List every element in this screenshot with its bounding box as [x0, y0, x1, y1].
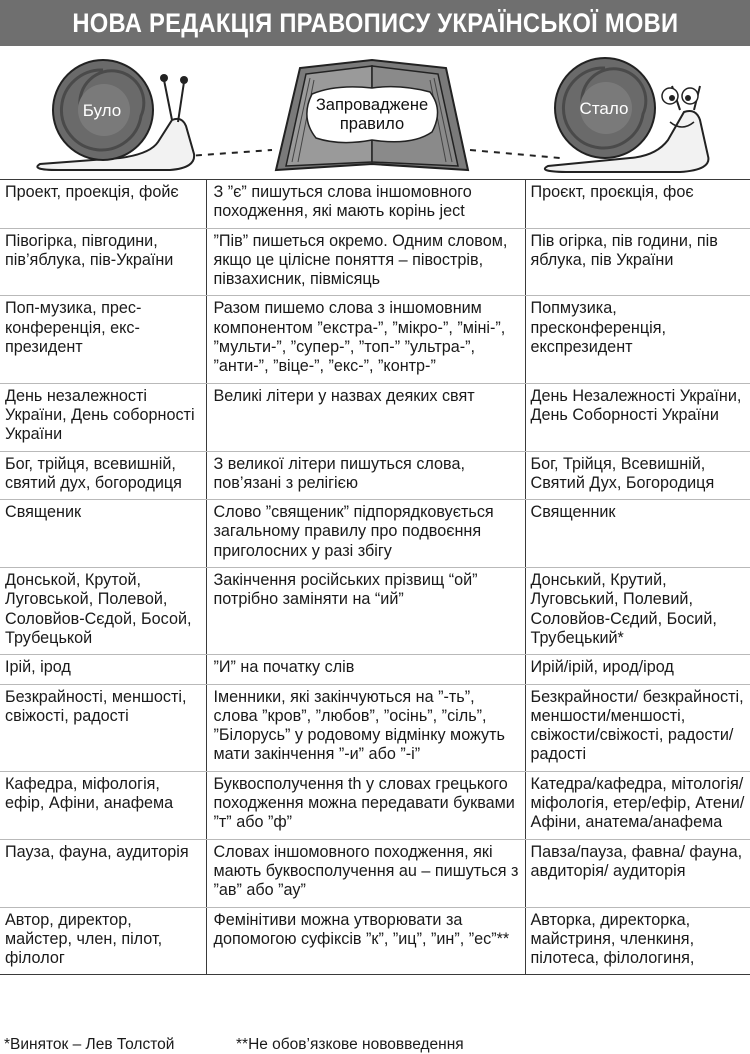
cell-rule: Словах іншомовного походження, які мають буквосполучення au – пишуться з ”ав” або ”ау”: [206, 839, 525, 907]
page-title: НОВА РЕДАКЦІЯ ПРАВОПИСУ УКРАЇНСЬКОЇ МОВИ: [71, 7, 679, 38]
book-label-line1: Запроваджене: [315, 96, 429, 114]
cell-old-form: Безкрайності, меншості, свіжості, радості: [0, 684, 206, 771]
table-row: [0, 655, 750, 684]
cell-new-form: Донський, Крутий, Луговський, Полевий, Соловйов-Сєдий, Босий, Трубецький*: [525, 568, 750, 655]
title-bar: [0, 0, 750, 46]
header-illustration: [0, 46, 750, 176]
cell-old-form: Півогірка, півгодини, пів’яблука, пів-України: [0, 228, 206, 296]
cell-rule: З великої літери пишуться слова, пов’язані з релігією: [206, 451, 525, 500]
cell-new-form: Катедра/кафедра, мітологія/міфологія, етер/ефір, Атени/Афіни, анатема/анафема: [525, 771, 750, 839]
table-row: [0, 684, 750, 771]
footnotes: [4, 1036, 749, 1054]
cell-old-form: Бог, трійця, всевишній, святий дух, богородиця: [0, 451, 206, 500]
table-row: [0, 383, 750, 451]
cell-new-form: Проєкт, проєкція, фоє: [525, 180, 750, 229]
table-row: [0, 180, 750, 229]
cell-old-form: Проект, проекція, фойє: [0, 180, 206, 229]
cell-rule: Закінчення російських прізвищ “ой” потрібно заміняти на “ий”: [206, 568, 525, 655]
cell-old-form: Автор, директор, майстер, член, пілот, філолог: [0, 907, 206, 975]
table-row: [0, 839, 750, 907]
cell-rule: ”Пів” пишеться окремо. Одним словом, якщо це цілісне поняття – півострів, півзахисник, півмісяць: [206, 228, 525, 296]
cell-rule: Буквосполучення th у словах грецького походження можна передавати буквами ”т” або ”ф”: [206, 771, 525, 839]
book-label-line2: правило: [339, 115, 405, 133]
table-row: [0, 228, 750, 296]
cell-new-form: Ирій/ірій, ирод/ірод: [525, 655, 750, 684]
table-row: [0, 907, 750, 975]
cell-old-form: Донськой, Крутой, Луговськой, Полевой, Соловйов-Сєдой, Босой, Трубецькой: [0, 568, 206, 655]
cell-old-form: Поп-музика, прес-конференція, екс-президент: [0, 296, 206, 383]
table-row: [0, 771, 750, 839]
cell-new-form: Авторка, директорка, майстриня, членкиня, пілотеса, філологиня,: [525, 907, 750, 975]
table-row: [0, 296, 750, 383]
cell-new-form: Попмузика, пресконференція, експрезидент: [525, 296, 750, 383]
cell-rule: ”И” на початку слів: [206, 655, 525, 684]
cell-rule: Великі літери у назвах деяких свят: [206, 383, 525, 451]
cell-old-form: Кафедра, міфологія, ефір, Афіни, анафема: [0, 771, 206, 839]
cell-rule: Іменники, які закінчуються на ”-ть”, слова ”кров”, ”любов”, ”осінь”, ”сіль”, ”Білорусь” у родовому відмінку можуть мати закінчення ”-и” або ”-і”: [206, 684, 525, 771]
dashed-path-line: [470, 150, 560, 158]
right-snail-label: Стало: [579, 99, 629, 118]
cell-new-form: Павза/пауза, фавна/ фауна, авдиторія/ аудиторія: [525, 839, 750, 907]
cell-old-form: Ірій, ірод: [0, 655, 206, 684]
cell-rule: Фемінітиви можна утворювати за допомогою суфіксів ”к”, ”иц”, ”ин”, ”ес”**: [206, 907, 525, 975]
footnote-optional: **Не обов’язкове нововведення: [236, 1036, 464, 1053]
cell-rule: З ”є” пишуться слова іншомовного походження, які мають корінь ject: [206, 180, 525, 229]
table-row: [0, 500, 750, 568]
cell-old-form: Пауза, фауна, аудиторія: [0, 839, 206, 907]
cell-new-form: Пів огірка, пів години, пів яблука, пів України: [525, 228, 750, 296]
table-row: [0, 451, 750, 500]
footnote-exception: *Виняток – Лев Толстой: [4, 1036, 175, 1053]
cell-new-form: День Незалежності України, День Соборності України: [525, 383, 750, 451]
cell-old-form: Священик: [0, 500, 206, 568]
cell-new-form: Бог, Трійця, Всевишній, Святий Дух, Богородиця: [525, 451, 750, 500]
cell-new-form: Безкрайности/ безкрайності, меншости/меншості, свіжости/свіжості, радости/радості: [525, 684, 750, 771]
left-snail-label: Було: [82, 101, 122, 120]
cell-old-form: День незалежності України, День соборності України: [0, 383, 206, 451]
cell-new-form: Священник: [525, 500, 750, 568]
spelling-rules-table: [0, 179, 750, 975]
cell-rule: Разом пишемо слова з іншомовним компонентом ”екстра-”, ”мікро-”, ”міні-”, ”мульти-”, ”супер-”, ”топ-” ”ультра-”, ”анти-”, ”віце-”, ”екс-”, ”контр-”: [206, 296, 525, 383]
cell-rule: Слово ”священик” підпорядковується загальному правилу про подвоєння приголосних у разі збігу: [206, 500, 525, 568]
table-row: [0, 568, 750, 655]
